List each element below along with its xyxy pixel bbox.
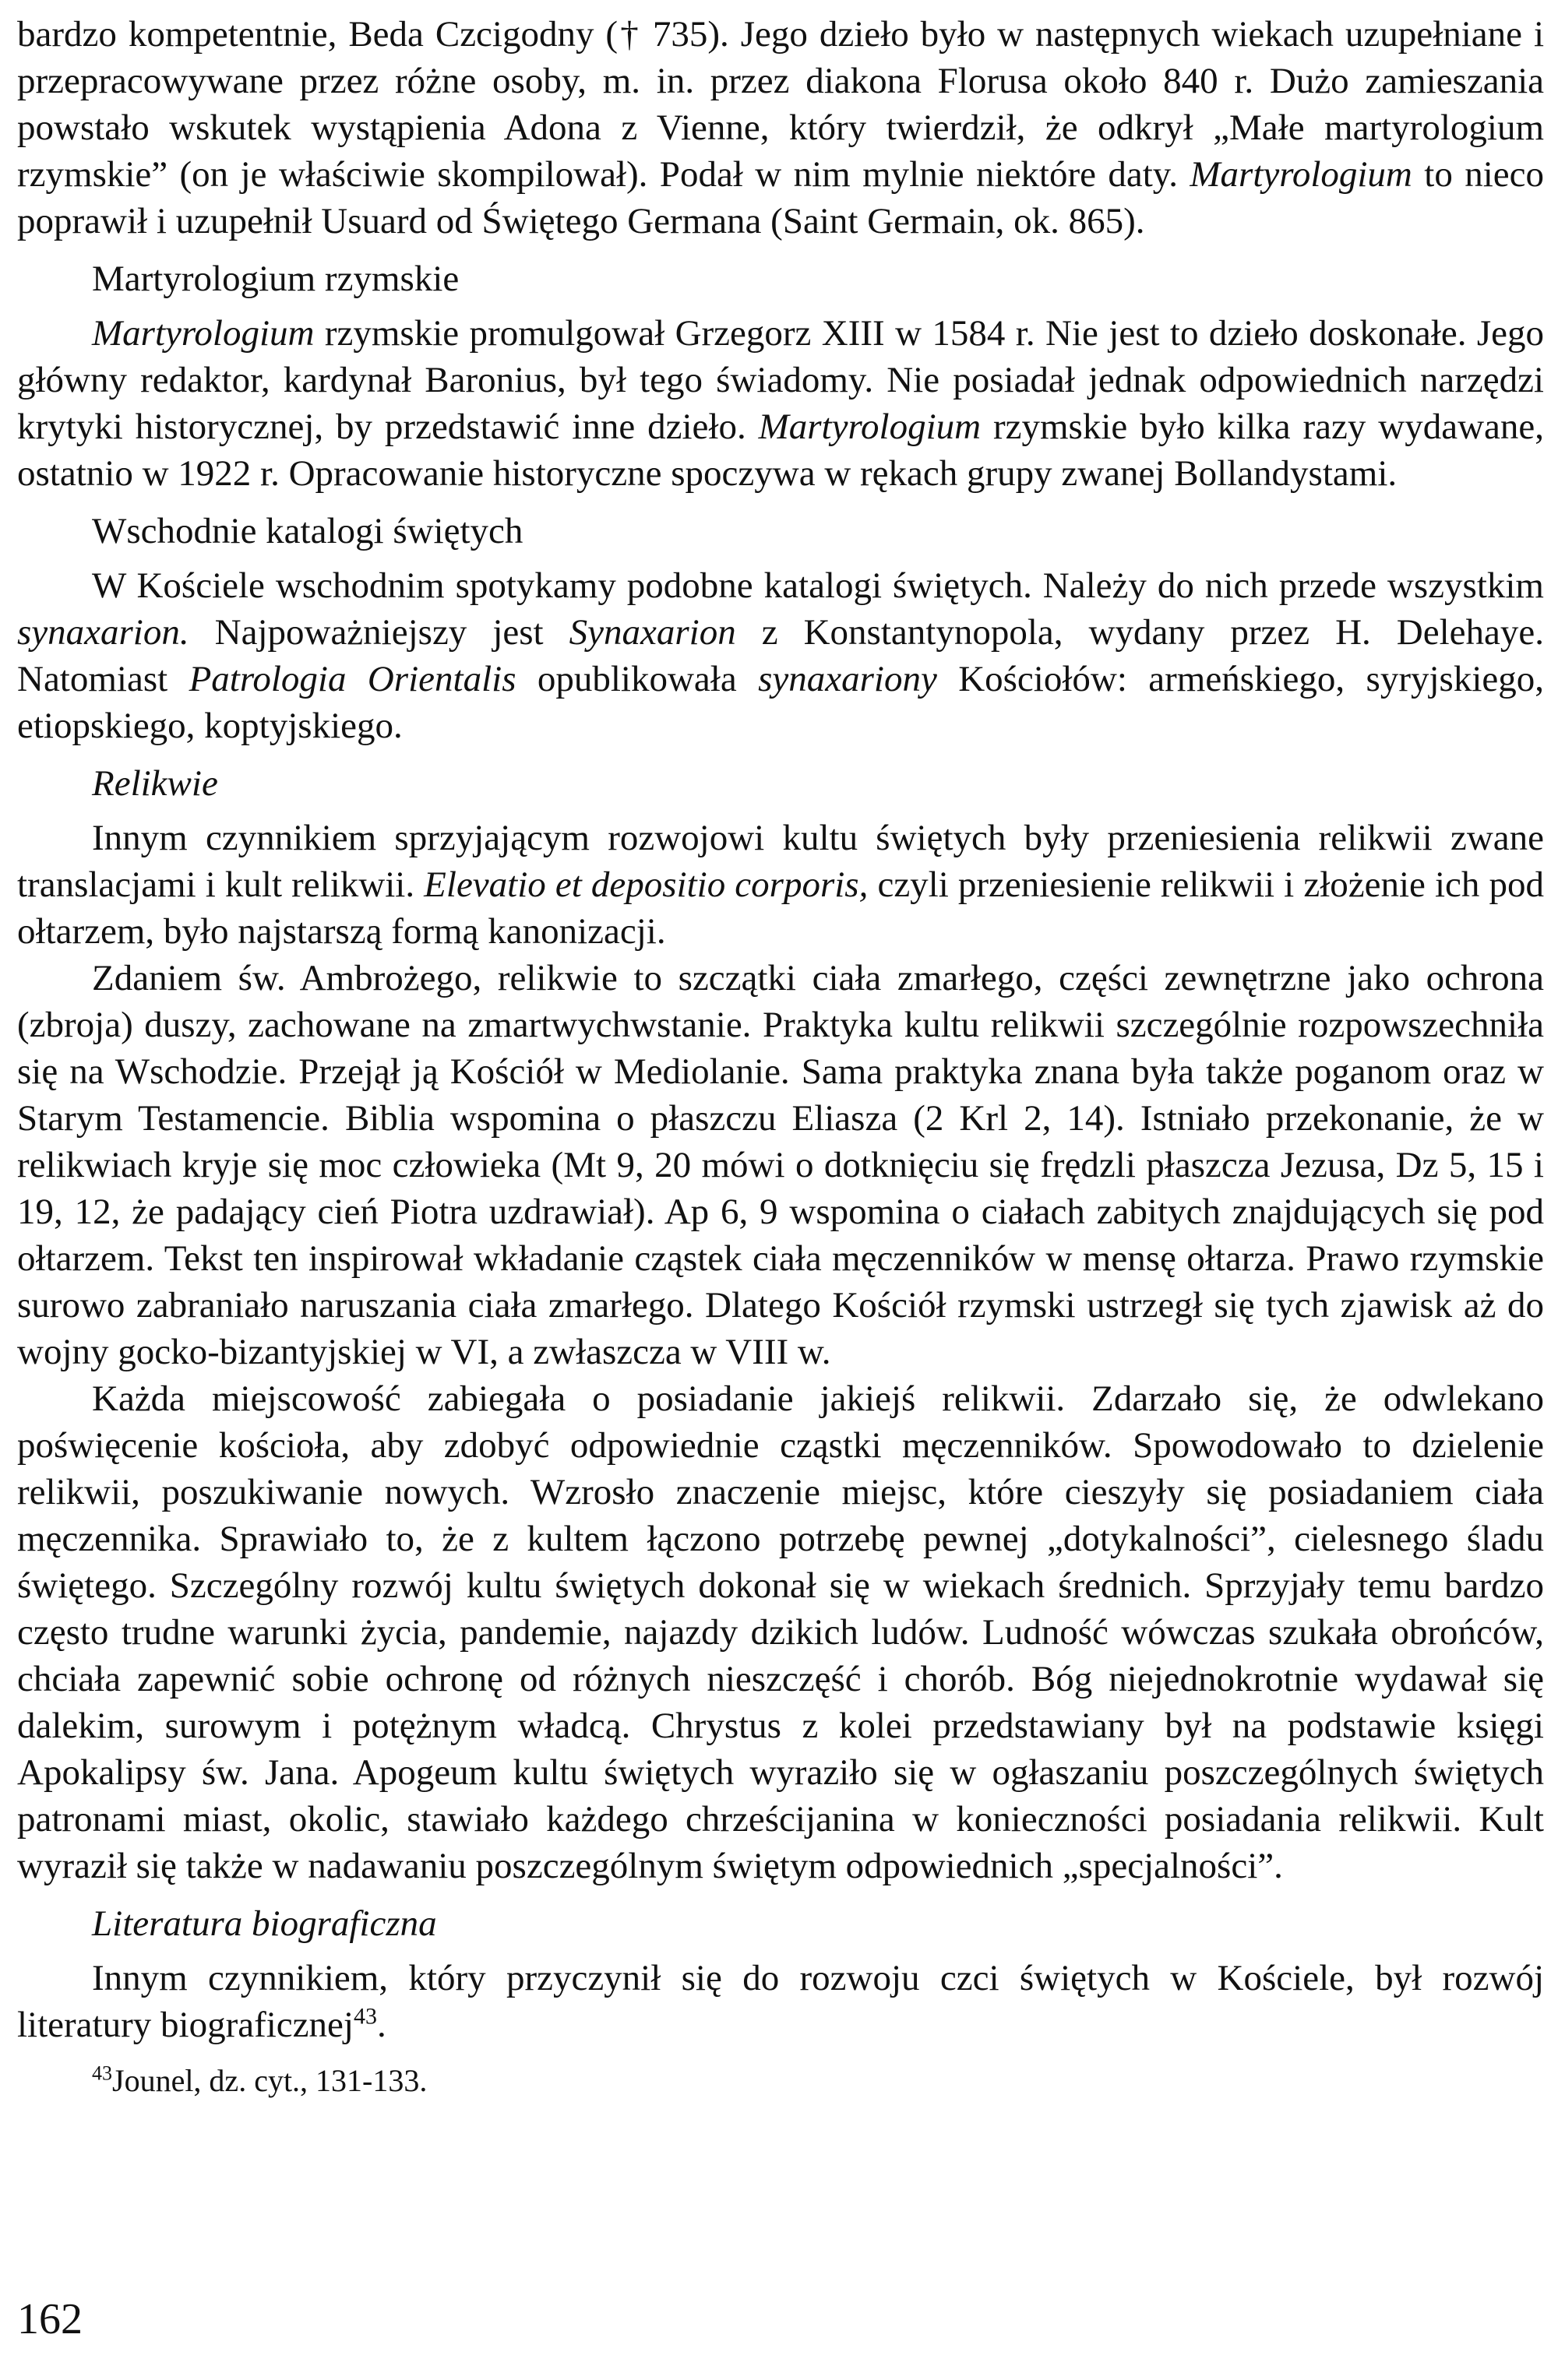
paragraph: [17, 310, 1544, 497]
text-segment: Każda miejscowość zabiegała o posiadanie jakiejś relikwii. Zdarzało się, że odwlekano poświęcenie kościoła, aby zdobyć odpowiednie cząstki męczenników. Spowodowało to dzielenie relikwii, poszukiwanie nowych. Wzrosło znaczenie miejsc, które cieszyły się posiadaniem ciała męczennika. Sprawiało to, że z kultem łączono potrzebę pewnej „dotykalności”, cielesnego śladu świętego. Szczególny rozwój kultu świętych dokonał się w wiekach średnich. Sprzyjały temu bardzo często trudne warunki życia, pandemie, najazdy dzikich ludów. Ludność wówczas szukała obrońców, chciała zapewnić sobie ochronę od różnych nieszczęść i chorób. Bóg niejednokrotnie wydawał się dalekim, surowym i potężnym władcą. Chrystus z kolei przedstawiany był na podstawie księgi Apokalipsy św. Jana. Apogeum kultu świętych wyraziło się w ogłaszaniu poszczególnych świętych patronami miast, okolic, stawiało każdego chrześcijanina w konieczności posiadania relikwii. Kult wyraził się także w nadawaniu poszczególnym świętym odpowiednich „specjalności”.: [17, 1378, 1544, 1886]
footnote: [92, 2059, 1544, 2103]
text-segment: Innym czynnikiem, który przyczynił się do rozwoju czci świętych w Kościele, był rozwój literatury biograficznej: [17, 1958, 1544, 2045]
section-heading-literatura-biograficzna: Literatura biograficzna: [92, 1903, 437, 1944]
section-heading-relikwie: Relikwie: [92, 763, 218, 804]
text-segment: Kościołów: armeńskiego, syryjskiego, etiopskiego, koptyjskiego.: [17, 659, 1544, 746]
text-segment-italic: Martyrologium: [92, 313, 315, 354]
closing-period: .: [376, 2005, 386, 2045]
text-segment-italic: Patrologia Orientalis: [189, 659, 516, 699]
text-segment: Zdaniem św. Ambrożego, relikwie to szczątki ciała zmarłego, części zewnętrzne jako ochrona (zbroja) duszy, zachowane na zmartwychwstanie. Praktyka kultu relikwii szczególnie rozpowszechniła się na Wschodzie. Przejął ją Kościół w Mediolanie. Sama praktyka znana była także poganom oraz w Starym Testamencie. Biblia wspomina o płaszczu Eliasza (2 Krl 2, 14). Istniało przekonanie, że w relikwiach kryje się moc człowieka (Mt 9, 20 mówi o dotknięciu się frędzli płaszcza Jezusa, Dz 5, 15 i 19, 12, że padający cień Piotra uzdrawiał). Ap 6, 9 wspomina o ciałach zabitych znajdujących się pod ołtarzem. Tekst ten inspirował wkładanie cząstek ciała męczenników w mensę ołtarza. Prawo rzymskie surowo zabraniało naruszania ciała zmarłego. Dlatego Kościół rzymski ustrzegł się tych zjawisk aż do wojny gocko-bizantyjskiej w VI, a zwłaszcza w VIII w.: [17, 958, 1544, 1372]
paragraph: [17, 955, 1544, 1375]
paragraph: [17, 815, 1544, 955]
text-segment-italic: synaxariony: [758, 659, 937, 699]
text-segment: rzymskie było kilka razy wydawane, ostatnio w 1922 r. Opracowanie historyczne spoczywa w rękach grupy zwanej Bollandystami.: [17, 407, 1545, 494]
paragraph: [17, 1955, 1544, 2048]
text-segment: to nieco poprawił i uzupełnił Usuard od Świętego Germana (Saint Germain, ok. 865).: [17, 154, 1544, 241]
text-segment: z Konstantynopola, wydany przez H. Delehaye. Natomiast: [17, 612, 1544, 699]
text-segment-italic: Martyrologium: [758, 407, 982, 447]
text-segment-italic: Elevatio et depositio corporis,: [424, 864, 869, 905]
paragraph: [17, 1375, 1544, 1889]
text-segment: Najpoważniejszy jest: [189, 612, 569, 653]
paragraph: [17, 11, 1544, 245]
text-segment: opublikowała: [516, 659, 759, 699]
section-heading-wschodnie-katalogi: Wschodnie katalogi świętych: [92, 511, 523, 551]
footnote-reference[interactable]: 43: [353, 2003, 377, 2030]
text-segment-italic: synaxarion.: [17, 612, 189, 653]
text-segment: bardzo kompetentnie, Beda Czcigodny († 735). Jego dzieło było w następnych wiekach uzupełniane i przepracowywane przez różne osoby, m. in. przez diakona Florusa około 840 r. Dużo zamieszania powstało wskutek wystąpienia Adona z Vienne, który twierdził, że odkrył „Małe martyrologium rzymskie” (on je właściwie skompilował). Podał w nim mylnie niektóre daty.: [17, 14, 1544, 195]
text-segment: W Kościele wschodnim spotykamy podobne katalogi świętych. Należy do nich przede wszystkim: [92, 565, 1544, 606]
page-number: 162: [17, 2295, 83, 2343]
paragraph: [17, 562, 1544, 749]
section-heading-martyrologium-rzymskie: Martyrologium rzymskie: [92, 259, 460, 299]
document-page: [17, 11, 1544, 2103]
text-segment: Innym czynnikiem sprzyjającym rozwojowi kultu świętych były przeniesienia relikwii zwane translacjami i kult relikwii.: [17, 818, 1544, 905]
footnote-text: Jounel, dz. cyt., 131-133.: [112, 2063, 428, 2098]
footnote-number: 43: [92, 2061, 112, 2085]
text-segment: rzymskie promulgował Grzegorz XIII w 1584 r. Nie jest to dzieło doskonałe. Jego główny redaktor, kardynał Baronius, był tego świadomy. Nie posiadał jednak odpowiednich narzędzi krytyki historycznej, by przedstawić inne dzieło.: [17, 313, 1544, 447]
text-segment-italic: Martyrologium: [1190, 154, 1412, 195]
text-segment-italic: Synaxarion: [569, 612, 736, 653]
text-segment: czyli przeniesienie relikwii i złożenie ich pod ołtarzem, było najstarszą formą kanonizacji.: [17, 864, 1545, 952]
